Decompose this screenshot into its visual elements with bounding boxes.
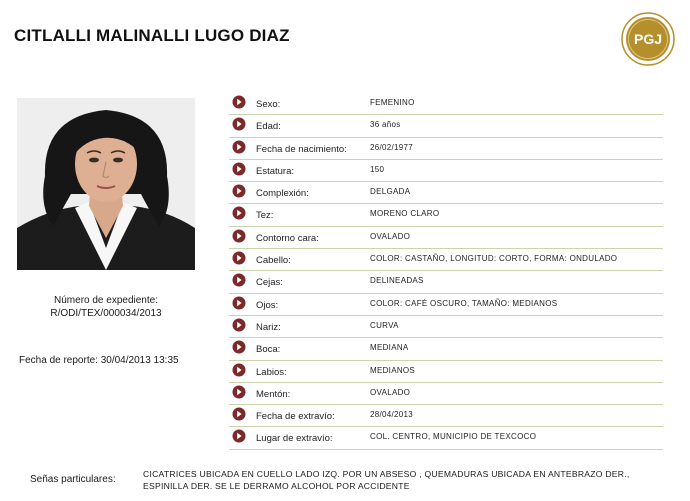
detail-label: Lugar de extravío: [256,433,333,445]
detail-row [229,271,663,293]
detail-label: Sexo: [256,99,281,110]
arrow-bullet-icon [232,363,246,377]
arrow-bullet-icon [232,162,246,176]
arrow-bullet-icon [232,340,246,354]
detail-label: Estatura: [256,165,295,177]
detail-row [229,338,663,360]
detail-value: DELINEADAS [370,276,424,286]
arrow-bullet-icon [232,385,246,399]
detail-value: MEDIANA [370,343,409,353]
detail-row [229,316,663,338]
detail-row [229,160,663,182]
detail-row [229,405,663,427]
file-number-label: Número de expediente: [54,295,158,306]
distinguishing-marks-label: Señas particulares: [30,474,116,485]
detail-row [229,93,663,115]
person-photo [17,98,195,270]
arrow-bullet-icon [232,140,246,154]
detail-value: OVALADO [370,387,411,397]
arrow-bullet-icon [232,251,246,265]
detail-value: COLOR: CAFÉ OSCURO, TAMAÑO: MEDIANOS [370,298,558,308]
detail-label: Fecha de extravío: [256,411,335,423]
detail-label: Ojos: [256,299,279,311]
arrow-bullet-icon [232,206,246,220]
detail-label: Complexión: [256,188,309,200]
details-list [229,93,663,450]
detail-label: Labios: [256,366,287,378]
detail-label: Nariz: [256,321,281,333]
detail-row [229,182,663,204]
detail-value: MEDIANOS [370,365,416,375]
detail-value: CURVA [370,320,399,330]
arrow-bullet-icon [232,229,246,243]
detail-row [229,383,663,405]
detail-value: COL. CENTRO, MUNICIPIO DE TEXCOCO [370,432,537,442]
logo-text: PGJ [633,31,663,47]
arrow-bullet-icon [232,429,246,443]
detail-label: Contorno cara: [256,232,319,244]
detail-label: Boca: [256,344,281,356]
page-title: CITLALLI MALINALLI LUGO DIAZ [14,26,290,45]
report-date: Fecha de reporte: 30/04/2013 13:35 [19,355,179,366]
distinguishing-marks-value: CICATRICES UBICADA EN CUELLO LADO IZQ. POR UN ABSESO , QUEMADURAS UBICADA EN ANTEBRAZO DER., ESPINILLA DER. SE LE DERRAMO ALCOHOL POR ACCIDENTE [143,469,630,491]
arrow-bullet-icon [232,184,246,198]
detail-label: Cejas: [256,277,283,289]
detail-label: Tez: [256,210,274,222]
arrow-bullet-icon [232,273,246,287]
detail-row [229,249,663,271]
detail-row [229,361,663,383]
detail-row [229,138,663,160]
detail-value: DELGADA [370,187,411,197]
file-number-block [20,294,192,320]
detail-value: COLOR: CASTAÑO, LONGITUD: CORTO, FORMA: ONDULADO [370,254,618,264]
arrow-bullet-icon [232,318,246,332]
detail-value: FEMENINO [370,98,415,107]
detail-row [229,427,663,449]
detail-value: 26/02/1977 [370,142,414,152]
detail-label: Cabello: [256,255,291,267]
detail-row [229,115,663,137]
pgj-logo [621,12,675,66]
detail-row [229,227,663,249]
detail-label: Edad: [256,121,281,133]
arrow-bullet-icon [232,296,246,310]
detail-value: MORENO CLARO [370,209,440,219]
detail-value: 150 [370,164,385,174]
detail-label: Mentón: [256,388,291,400]
arrow-bullet-icon [232,95,246,109]
detail-value: 28/04/2013 [370,410,414,420]
detail-row [229,204,663,226]
detail-value: 36 años [370,120,401,130]
detail-value: OVALADO [370,231,411,241]
file-number-value: R/ODI/TEX/000034/2013 [50,308,162,319]
detail-label: Fecha de nacimiento: [256,143,347,155]
detail-row [229,294,663,316]
arrow-bullet-icon [232,117,246,131]
arrow-bullet-icon [232,407,246,421]
